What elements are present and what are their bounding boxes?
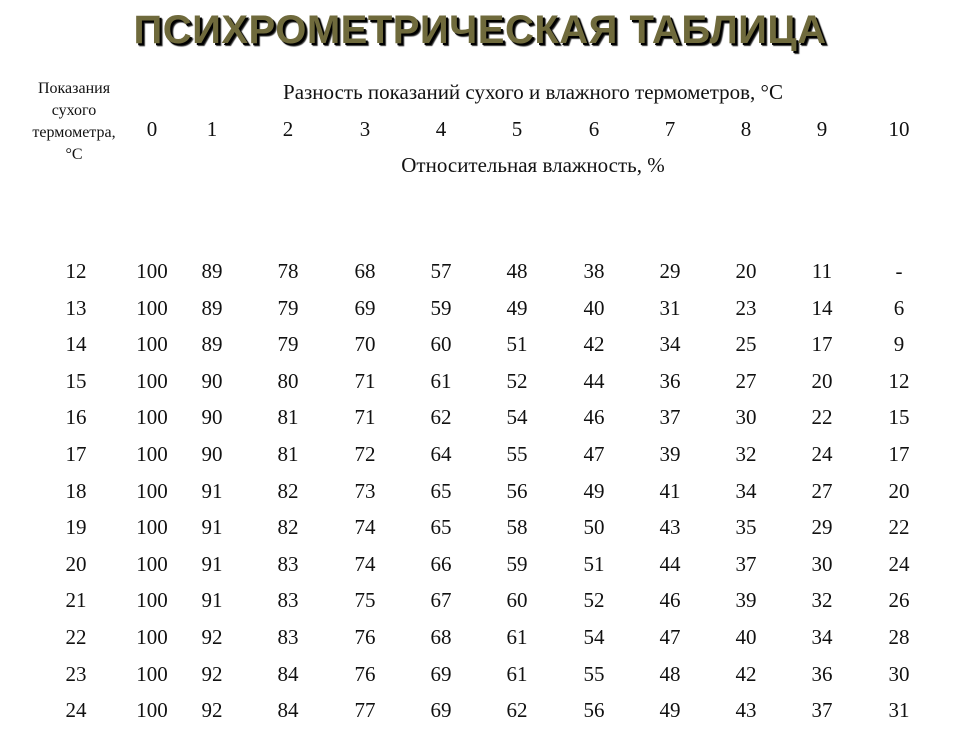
- humidity-cell: 56: [506, 478, 528, 503]
- column-header-5: 5: [511, 117, 523, 141]
- humidity-cell: 54: [506, 405, 528, 430]
- humidity-cell: 43: [659, 515, 681, 540]
- humidity-cell: 24: [888, 551, 910, 576]
- humidity-cell: 38: [583, 259, 605, 283]
- humidity-cell: 49: [583, 478, 605, 503]
- dry-label-line-3: термометра,: [32, 124, 116, 141]
- humidity-cell: 90: [201, 405, 223, 430]
- humidity-cell: 79: [277, 332, 299, 357]
- dry-thermometer-label: [10, 78, 138, 166]
- difference-header: Разность показаний сухого и влажного термометров, °С: [283, 80, 783, 104]
- table-row: [0, 623, 960, 659]
- column-header-7: 7: [664, 117, 676, 141]
- humidity-cell: 100: [136, 332, 168, 357]
- humidity-cell: 69: [354, 295, 376, 320]
- humidity-cell: 100: [136, 478, 168, 503]
- dry-temperature-cell: 14: [65, 332, 87, 357]
- humidity-cell: 6: [893, 295, 905, 320]
- humidity-cell: 51: [506, 332, 528, 357]
- column-header-3: 3: [359, 117, 371, 141]
- dry-temperature-cell: 18: [65, 478, 87, 503]
- humidity-cell: 27: [735, 368, 757, 393]
- table-row: [0, 330, 960, 366]
- humidity-cell: 37: [735, 551, 757, 576]
- humidity-cell: 79: [277, 295, 299, 320]
- dry-temperature-cell: 24: [65, 698, 87, 723]
- humidity-cell: 59: [506, 551, 528, 576]
- humidity-cell: 42: [735, 661, 757, 686]
- humidity-cell: 48: [659, 661, 681, 686]
- humidity-cell: 28: [888, 625, 910, 649]
- humidity-cell: 83: [277, 588, 299, 613]
- humidity-cell: 92: [201, 698, 223, 723]
- humidity-cell: 30: [735, 405, 757, 430]
- column-header-8: 8: [740, 117, 752, 141]
- humidity-cell: 52: [506, 368, 528, 393]
- table-row: [0, 696, 960, 732]
- dry-temperature-cell: 15: [65, 368, 87, 393]
- dry-temperature-cell: 23: [65, 661, 87, 686]
- humidity-cell: 24: [811, 442, 833, 466]
- humidity-cell: 55: [506, 442, 528, 466]
- humidity-cell: 60: [430, 332, 452, 357]
- table-row: [0, 440, 960, 476]
- humidity-cell: 36: [659, 368, 681, 393]
- humidity-cell: 54: [583, 625, 605, 649]
- humidity-cell: 20: [735, 259, 757, 283]
- humidity-cell: 31: [659, 295, 681, 320]
- page-title: ПСИХРОМЕТРИЧЕСКАЯ ТАБЛИЦА: [133, 8, 827, 52]
- humidity-cell: 100: [136, 442, 168, 466]
- humidity-cell: 100: [136, 368, 168, 393]
- humidity-cell: 27: [811, 478, 833, 503]
- table-row: [0, 660, 960, 696]
- humidity-cell: 62: [430, 405, 452, 430]
- humidity-cell: 44: [583, 368, 605, 393]
- humidity-cell: 65: [430, 478, 452, 503]
- humidity-cell: 57: [430, 259, 452, 283]
- humidity-cell: 29: [659, 259, 681, 283]
- table-row: [0, 294, 960, 330]
- humidity-cell: 100: [136, 295, 168, 320]
- humidity-cell: 75: [354, 588, 376, 613]
- humidity-cell: 29: [811, 515, 833, 540]
- humidity-cell: 100: [136, 625, 168, 649]
- humidity-cell: 34: [659, 332, 681, 357]
- humidity-cell: 70: [354, 332, 376, 357]
- humidity-cell: 26: [888, 588, 910, 613]
- humidity-cell: 68: [430, 625, 452, 649]
- humidity-cell: 100: [136, 515, 168, 540]
- humidity-cell: 91: [201, 478, 223, 503]
- humidity-cell: 81: [277, 442, 299, 466]
- humidity-cell: 72: [354, 442, 376, 466]
- humidity-cell: 9: [893, 332, 905, 357]
- table-row: [0, 477, 960, 513]
- humidity-cell: 40: [583, 295, 605, 320]
- humidity-cell: 52: [583, 588, 605, 613]
- humidity-cell: 30: [888, 661, 910, 686]
- humidity-cell: 58: [506, 515, 528, 540]
- humidity-cell: 12: [888, 368, 910, 393]
- humidity-cell: 92: [201, 625, 223, 649]
- humidity-cell: 49: [659, 698, 681, 723]
- column-header-6: 6: [588, 117, 600, 141]
- humidity-cell: 55: [583, 661, 605, 686]
- column-header-1: 1: [206, 117, 218, 141]
- humidity-cell: 32: [811, 588, 833, 613]
- humidity-cell: 47: [659, 625, 681, 649]
- table-row: [0, 257, 960, 293]
- humidity-cell: 65: [430, 515, 452, 540]
- humidity-cell: 25: [735, 332, 757, 357]
- humidity-cell: 49: [506, 295, 528, 320]
- column-header-0: 0: [146, 117, 158, 141]
- humidity-cell: 74: [354, 551, 376, 576]
- humidity-cell: 37: [811, 698, 833, 723]
- humidity-cell: 48: [506, 259, 528, 283]
- humidity-cell: 47: [583, 442, 605, 466]
- humidity-cell: 76: [354, 625, 376, 649]
- dry-label-line-2: сухого: [51, 102, 97, 119]
- column-header-4: 4: [435, 117, 447, 141]
- table-row: [0, 550, 960, 586]
- humidity-cell: 84: [277, 661, 299, 686]
- humidity-cell: 41: [659, 478, 681, 503]
- table-row: [0, 586, 960, 622]
- humidity-cell: 78: [277, 259, 299, 283]
- humidity-cell: 34: [811, 625, 833, 649]
- humidity-cell: 50: [583, 515, 605, 540]
- humidity-cell: 51: [583, 551, 605, 576]
- humidity-cell: 56: [583, 698, 605, 723]
- humidity-cell: 32: [735, 442, 757, 466]
- humidity-cell: 15: [888, 405, 910, 430]
- humidity-cell: 61: [506, 661, 528, 686]
- dry-temperature-cell: 13: [65, 295, 87, 320]
- humidity-cell: 62: [506, 698, 528, 723]
- dry-temperature-cell: 12: [65, 259, 87, 283]
- humidity-cell: 14: [811, 295, 833, 320]
- humidity-cell: 91: [201, 551, 223, 576]
- humidity-cell: 11: [811, 259, 833, 283]
- humidity-cell: 39: [735, 588, 757, 613]
- humidity-cell: 31: [888, 698, 910, 723]
- humidity-cell: 42: [583, 332, 605, 357]
- column-header-2: 2: [282, 117, 294, 141]
- humidity-cell: 100: [136, 405, 168, 430]
- humidity-cell: 40: [735, 625, 757, 649]
- humidity-cell: 91: [201, 588, 223, 613]
- humidity-cell: 23: [735, 295, 757, 320]
- humidity-cell: 74: [354, 515, 376, 540]
- dry-label-line-4: °С: [65, 146, 83, 163]
- dry-temperature-cell: 22: [65, 625, 87, 649]
- humidity-cell: 83: [277, 625, 299, 649]
- humidity-cell: 100: [136, 588, 168, 613]
- humidity-cell: 59: [430, 295, 452, 320]
- column-header-9: 9: [816, 117, 828, 141]
- humidity-cell: -: [895, 259, 903, 283]
- humidity-cell: 17: [811, 332, 833, 357]
- column-header-10: 10: [888, 117, 910, 141]
- humidity-cell: 68: [354, 259, 376, 283]
- table-row: [0, 403, 960, 439]
- humidity-cell: 90: [201, 442, 223, 466]
- humidity-cell: 20: [888, 478, 910, 503]
- dry-temperature-cell: 19: [65, 515, 87, 540]
- dry-temperature-cell: 21: [65, 588, 87, 613]
- humidity-cell: 35: [735, 515, 757, 540]
- humidity-cell: 39: [659, 442, 681, 466]
- humidity-cell: 100: [136, 698, 168, 723]
- table-row: [0, 367, 960, 403]
- humidity-cell: 61: [430, 368, 452, 393]
- humidity-cell: 89: [201, 295, 223, 320]
- humidity-cell: 71: [354, 405, 376, 430]
- humidity-cell: 100: [136, 551, 168, 576]
- humidity-cell: 73: [354, 478, 376, 503]
- humidity-cell: 89: [201, 332, 223, 357]
- humidity-cell: 66: [430, 551, 452, 576]
- humidity-cell: 22: [888, 515, 910, 540]
- humidity-cell: 46: [583, 405, 605, 430]
- humidity-cell: 20: [811, 368, 833, 393]
- humidity-header: Относительная влажность, %: [401, 153, 665, 177]
- humidity-cell: 37: [659, 405, 681, 430]
- humidity-cell: 71: [354, 368, 376, 393]
- humidity-cell: 77: [354, 698, 376, 723]
- humidity-cell: 69: [430, 698, 452, 723]
- humidity-cell: 30: [811, 551, 833, 576]
- humidity-cell: 90: [201, 368, 223, 393]
- humidity-cell: 46: [659, 588, 681, 613]
- dry-temperature-cell: 20: [65, 551, 87, 576]
- humidity-cell: 69: [430, 661, 452, 686]
- humidity-cell: 60: [506, 588, 528, 613]
- humidity-cell: 67: [430, 588, 452, 613]
- humidity-cell: 61: [506, 625, 528, 649]
- humidity-cell: 92: [201, 661, 223, 686]
- humidity-cell: 43: [735, 698, 757, 723]
- table-row: [0, 513, 960, 549]
- humidity-cell: 80: [277, 368, 299, 393]
- humidity-cell: 82: [277, 515, 299, 540]
- humidity-cell: 64: [430, 442, 452, 466]
- humidity-cell: 83: [277, 551, 299, 576]
- humidity-cell: 76: [354, 661, 376, 686]
- humidity-cell: 44: [659, 551, 681, 576]
- humidity-cell: 36: [811, 661, 833, 686]
- humidity-cell: 89: [201, 259, 223, 283]
- dry-temperature-cell: 17: [65, 442, 87, 466]
- humidity-cell: 82: [277, 478, 299, 503]
- dry-label-line-1: Показания: [37, 80, 111, 97]
- dry-temperature-cell: 16: [65, 405, 87, 430]
- humidity-cell: 34: [735, 478, 757, 503]
- humidity-cell: 91: [201, 515, 223, 540]
- humidity-cell: 81: [277, 405, 299, 430]
- humidity-cell: 17: [888, 442, 910, 466]
- humidity-cell: 100: [136, 259, 168, 283]
- humidity-cell: 84: [277, 698, 299, 723]
- humidity-cell: 100: [136, 661, 168, 686]
- humidity-cell: 22: [811, 405, 833, 430]
